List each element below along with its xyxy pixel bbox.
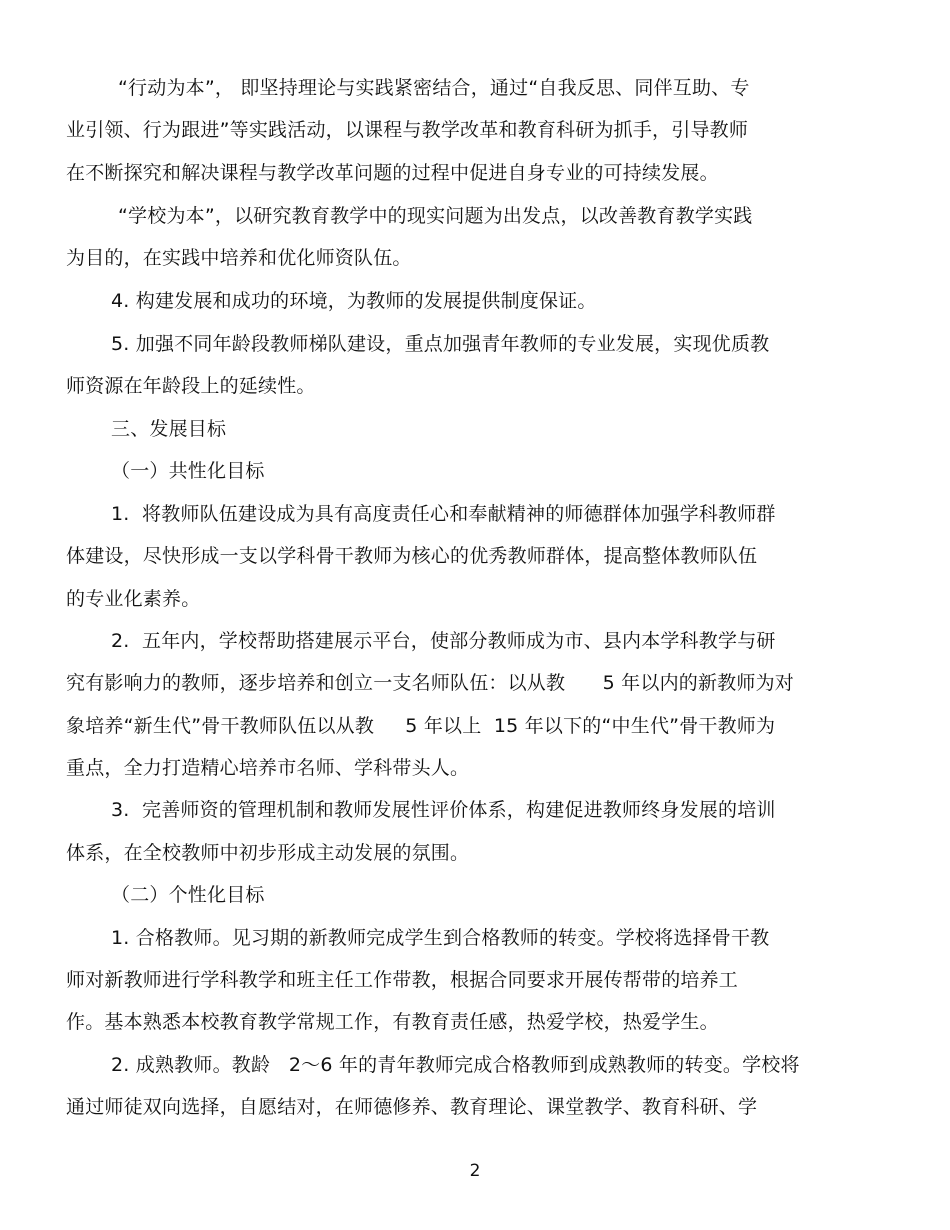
text-line: “行动为本”， 即坚持理论与实践紧密结合，通过“自我反思、同伴互助、专	[118, 77, 750, 99]
text-line: 为目的，在实践中培养和优化师资队伍。	[66, 247, 412, 269]
text-line: 1. 合格教师。见习期的新教师完成学生到合格教师的转变。学校将选择骨干教	[111, 927, 770, 949]
text-line: “学校为本”，以研究教育教学中的现实问题为出发点，以改善教育教学实践	[118, 205, 753, 227]
text-line: 业引领、行为跟进”等实践活动，以课程与教学改革和教育科研为抓手，引导教师	[66, 119, 749, 141]
text-line: 作。基本熟悉本校教育教学常规工作，有教育责任感，热爱学校，热爱学生。	[66, 1011, 719, 1033]
text-line: 2. 五年内，学校帮助搭建展示平台，使部分教师成为市、县内本学科教学与研	[111, 630, 776, 652]
text-line: 在不断探究和解决课程与教学改革问题的过程中促进自身专业的可持续发展。	[66, 162, 719, 184]
text-line: 体系，在全校教师中初步形成主动发展的氛围。	[66, 842, 470, 864]
text-line: 3. 完善师资的管理机制和教师发展性评价体系，构建促进教师终身发展的培训	[111, 799, 776, 821]
text-line: 5. 加强不同年龄段教师梯队建设，重点加强青年教师的专业发展，实现优质教	[111, 333, 770, 355]
text-line: 的专业化素养。	[66, 588, 201, 610]
text-line: 2. 成熟教师。教龄 2～6 年的青年教师完成合格教师到成熟教师的转变。学校将	[111, 1054, 800, 1076]
subsection-heading: （二）个性化目标	[111, 884, 265, 906]
text-line: 4. 构建发展和成功的环境，为教师的发展提供制度保证。	[111, 290, 597, 312]
text-line: 1. 将教师队伍建设成为具有高度责任心和奉献精神的师德群体加强学科教师群	[111, 503, 776, 525]
text-line: 体建设，尽快形成一支以学科骨干教师为核心的优秀教师群体，提高整体教师队伍	[66, 545, 758, 567]
section-heading: 三、发展目标	[111, 418, 227, 440]
text-line: 象培养“新生代”骨干教师队伍以从教 5 年以上 15 年以下的“中生代”骨干教师为	[66, 715, 776, 737]
text-line: 师对新教师进行学科教学和班主任工作带教，根据合同要求开展传帮带的培养工	[66, 969, 739, 991]
page-number: 2	[469, 1161, 481, 1181]
subsection-heading: （一）共性化目标	[111, 460, 265, 482]
text-line: 究有影响力的教师，逐步培养和创立一支名师队伍：以从教 5 年以内的新教师为对	[66, 672, 794, 694]
text-line: 通过师徒双向选择，自愿结对，在师德修养、教育理论、课堂教学、教育科研、学	[66, 1096, 758, 1118]
text-line: 重点，全力打造精心培养市名师、学科带头人。	[66, 757, 470, 779]
text-line: 师资源在年龄段上的延续性。	[66, 375, 316, 397]
